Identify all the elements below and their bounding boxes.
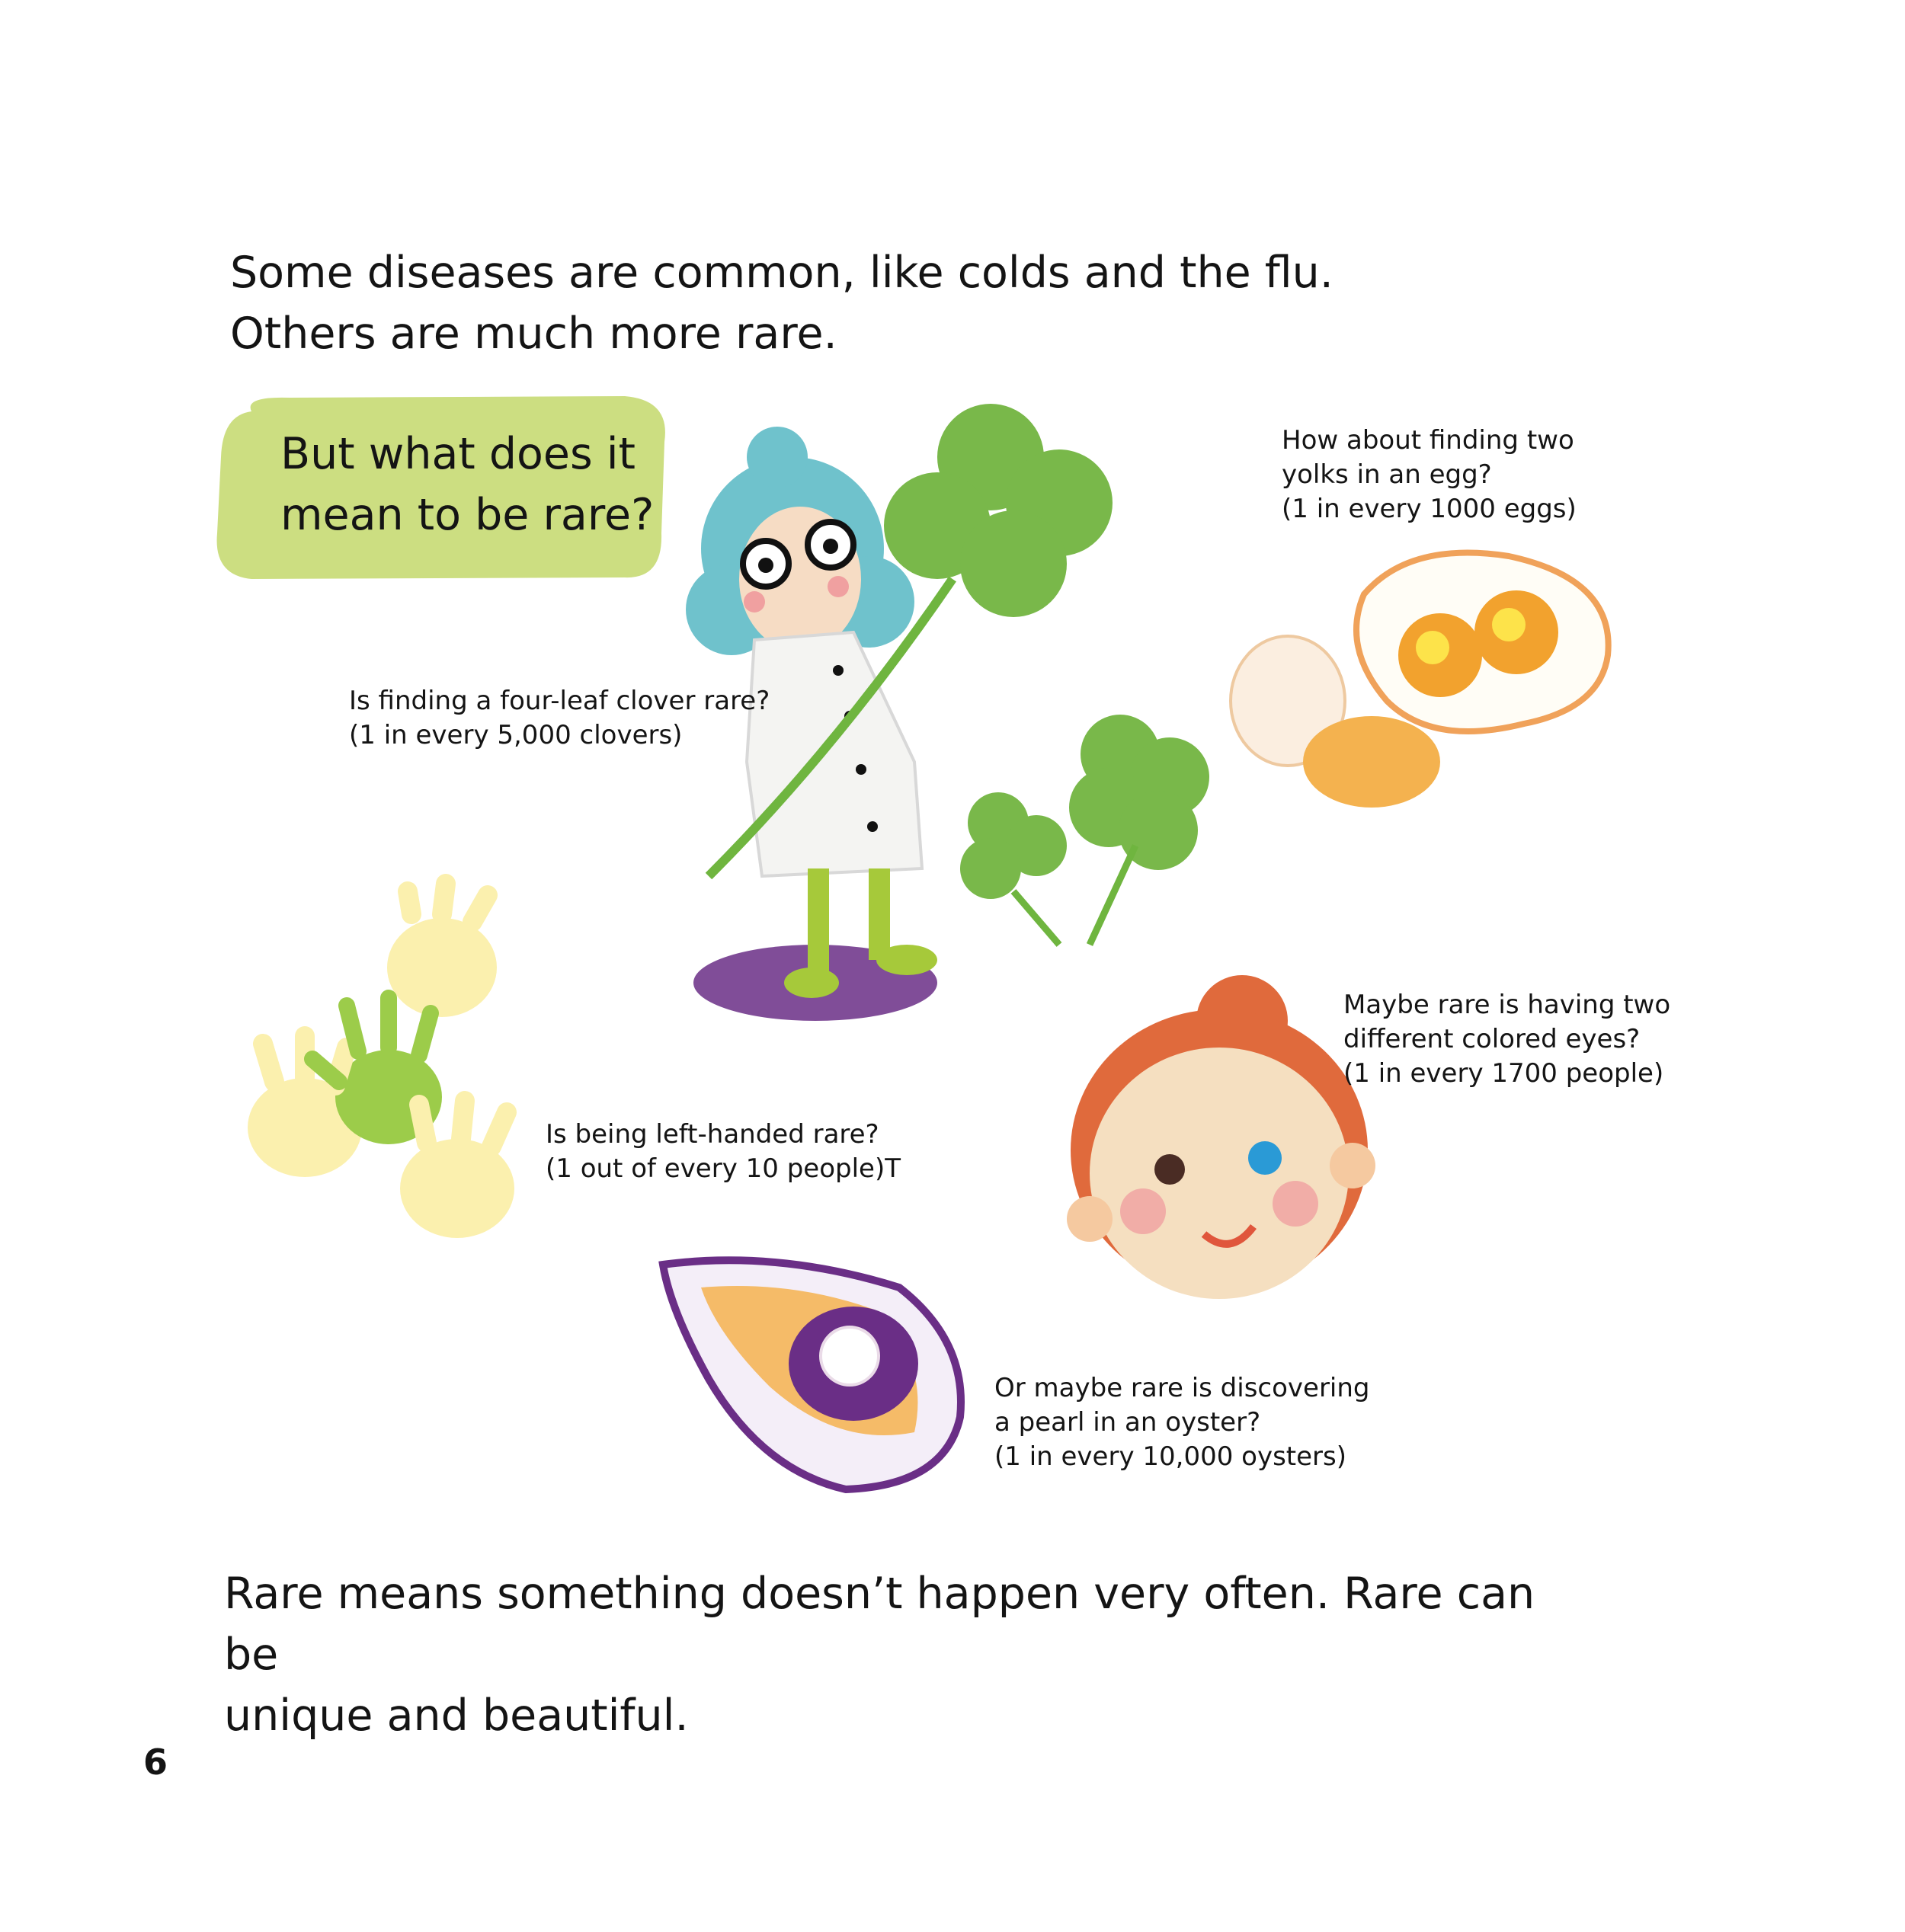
hand-caption (546, 1118, 901, 1186)
pearl-caption-line-3: (1 in every 10,000 oysters) (994, 1441, 1346, 1472)
egg-caption-line-1: How about finding two (1282, 425, 1574, 456)
hand-caption-line-2: (1 out of every 10 people)T (546, 1153, 901, 1184)
intro-line-1: Some diseases are common, like colds and the flu. (230, 248, 1334, 298)
clover-caption-line-1: Is finding a four-leaf clover rare? (349, 686, 770, 716)
red-haired-girl-illustration (1067, 975, 1375, 1299)
bubble-line-2: mean to be rare? (280, 490, 655, 540)
bubble-line-1: But what does it (280, 429, 636, 479)
four-leaf-clovers-small (960, 715, 1209, 945)
egg-caption-line-2: yolks in an egg? (1282, 459, 1492, 490)
closing-line-2: unique and beautiful. (224, 1690, 689, 1741)
double-yolk-egg-illustration (1231, 553, 1609, 808)
four-leaf-clover-large (884, 404, 1113, 617)
closing-paragraph (224, 1563, 1596, 1746)
eyes-caption (1343, 988, 1670, 1091)
intro-line-2: Others are much more rare. (230, 309, 837, 359)
intro-paragraph (230, 242, 1373, 364)
pearl-caption-line-1: Or maybe rare is discovering (994, 1373, 1370, 1403)
clover-caption (349, 684, 770, 753)
egg-caption (1282, 424, 1577, 526)
pearl-caption-line-2: a pearl in an oyster? (994, 1407, 1261, 1438)
speech-bubble-text (280, 424, 654, 545)
eyes-caption-line-2: different colored eyes? (1343, 1024, 1641, 1054)
page-number: 6 (143, 1742, 168, 1783)
clover-caption-line-2: (1 in every 5,000 clovers) (349, 720, 683, 750)
eyes-caption-line-3: (1 in every 1700 people) (1343, 1058, 1664, 1089)
egg-caption-line-3: (1 in every 1000 eggs) (1282, 494, 1577, 524)
handprints-illustration (248, 884, 514, 1238)
pearl-caption (994, 1371, 1370, 1474)
eyes-caption-line-1: Maybe rare is having two (1343, 990, 1671, 1020)
oyster-pearl-illustration (663, 1260, 961, 1489)
hand-caption-line-1: Is being left-handed rare? (546, 1119, 879, 1150)
closing-line-1: Rare means something doesn’t happen very often. Rare can be (224, 1569, 1535, 1680)
